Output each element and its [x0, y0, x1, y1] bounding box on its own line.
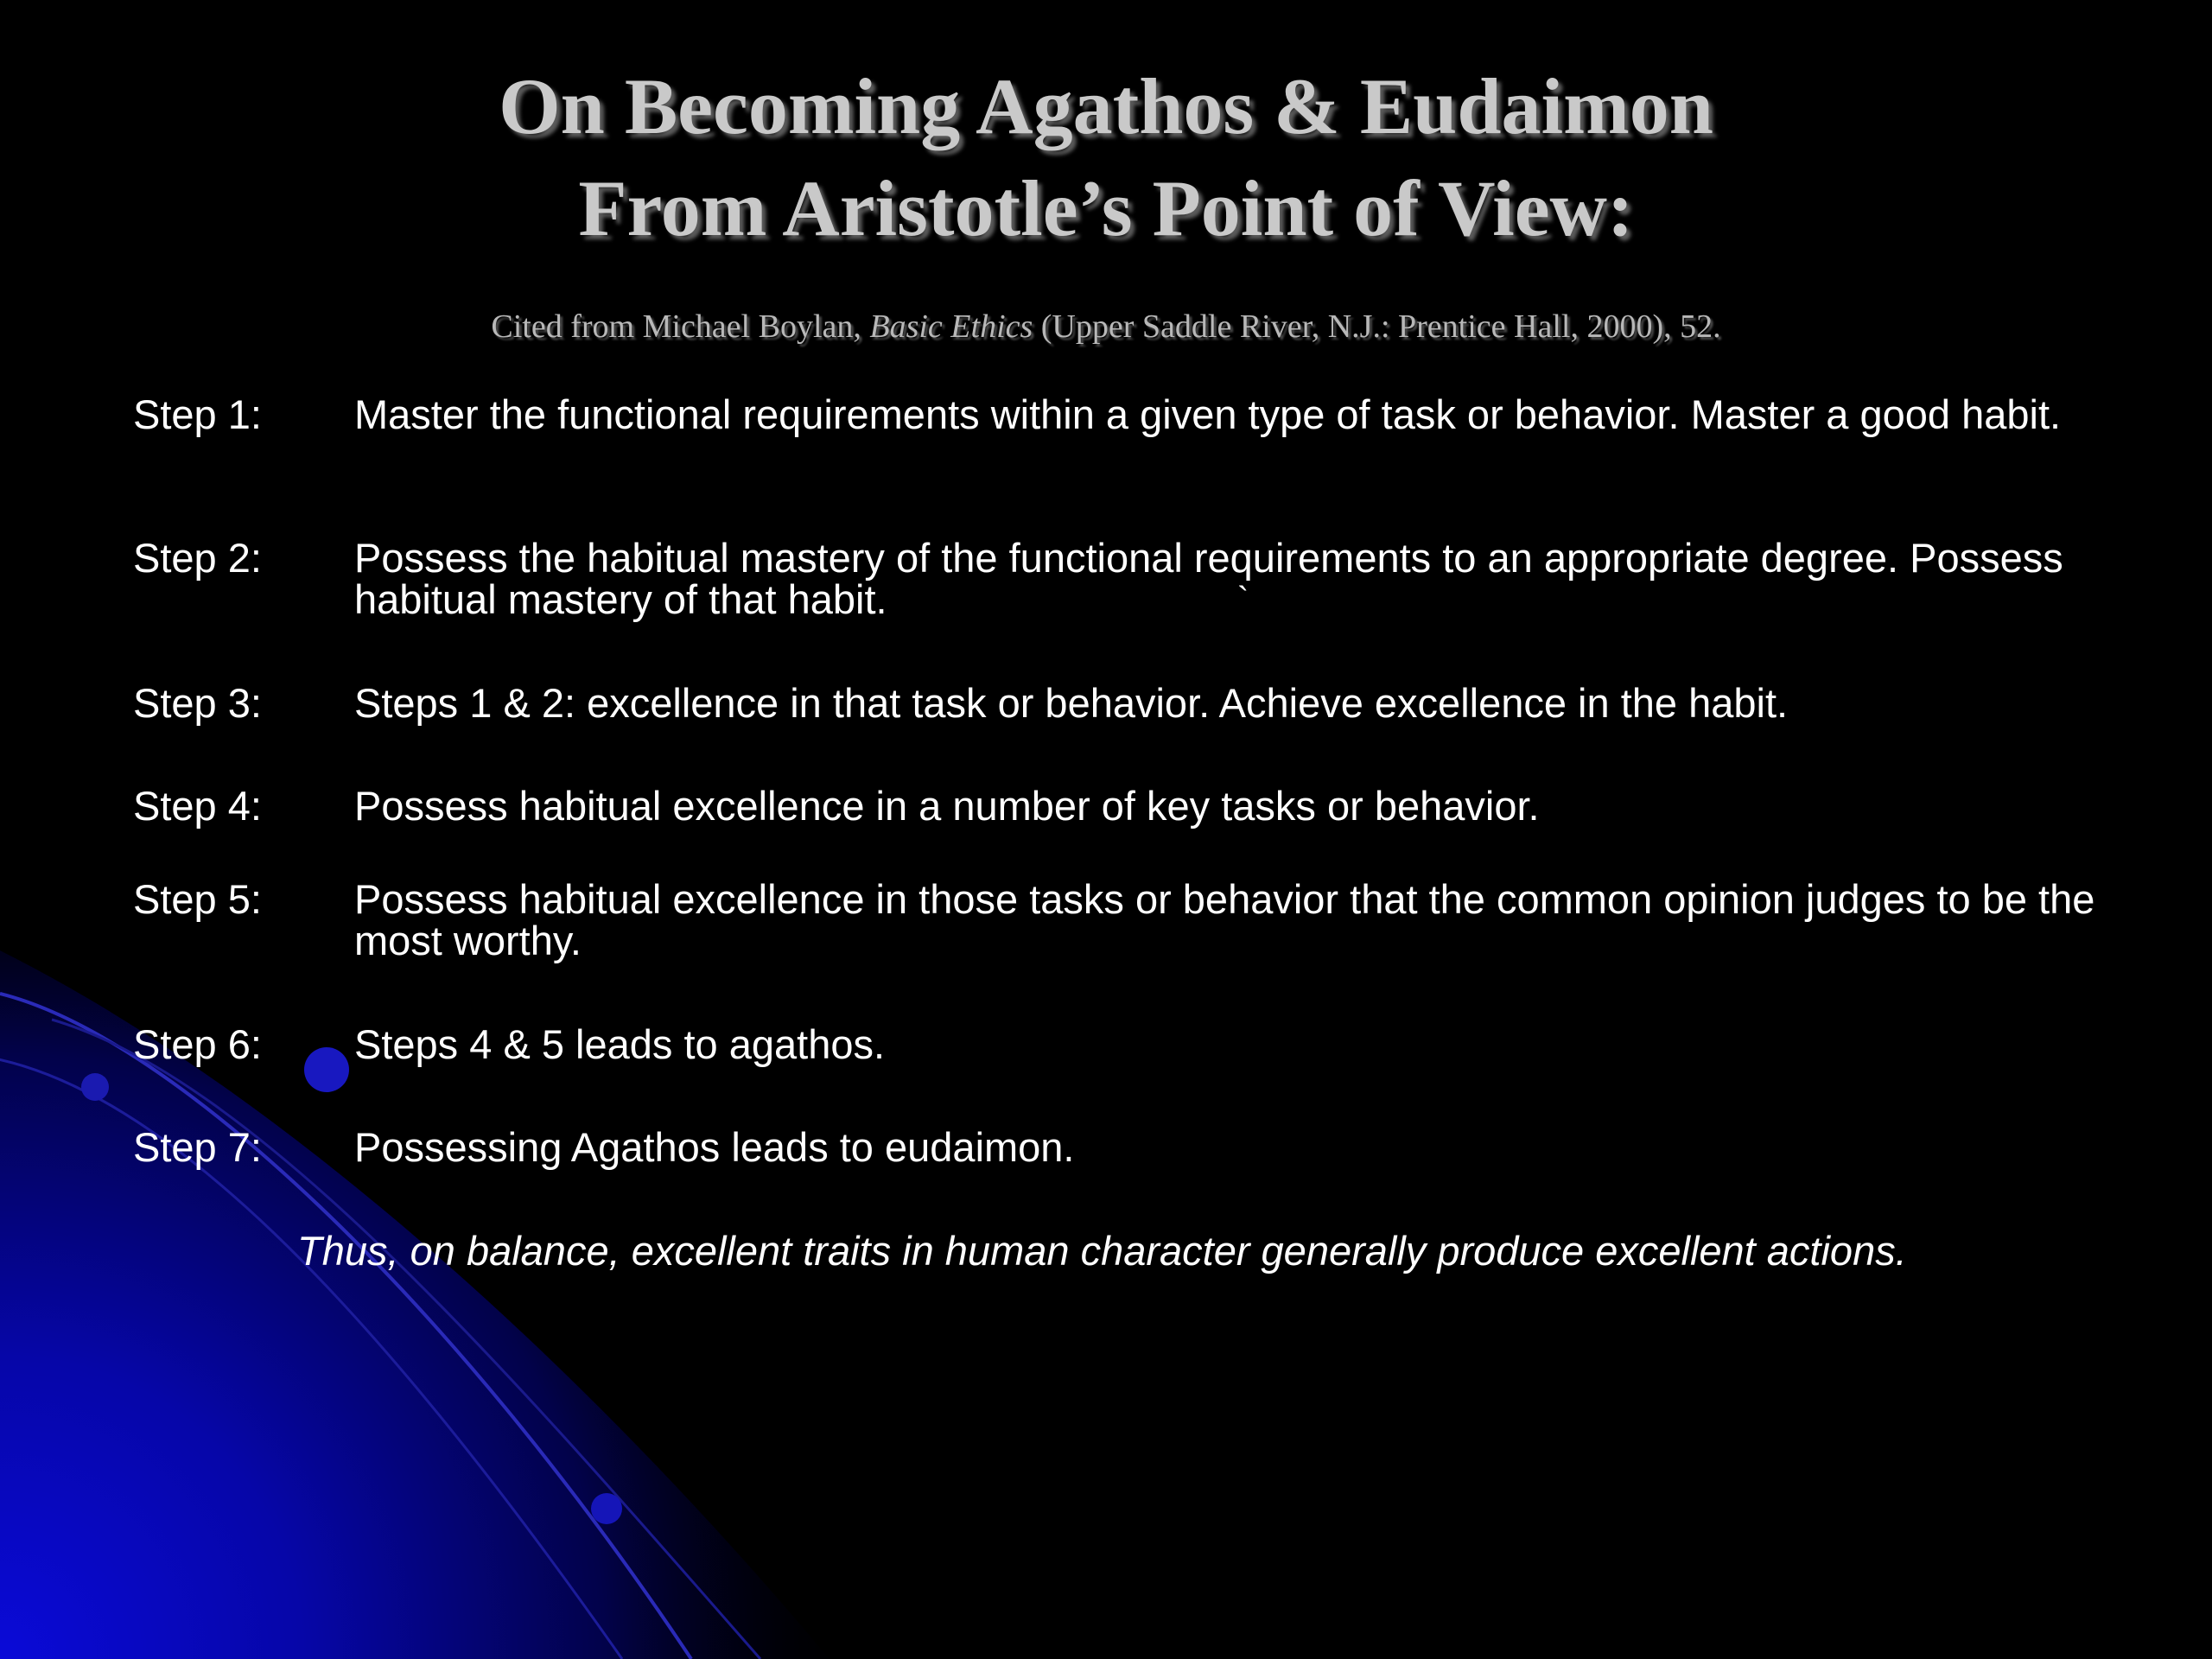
- step-label: Step 3:: [133, 680, 262, 726]
- step-text: Possess habitual excellence in those tasks or behavior that the common opinion judges to be the most worthy.: [354, 876, 2095, 963]
- title-line-1: On Becoming Agathos & Eudaimon: [499, 62, 1713, 150]
- step-label: Step 1:: [133, 391, 262, 437]
- citation-book-title: Basic Ethics: [869, 308, 1033, 345]
- step-label: Step 2:: [133, 535, 262, 581]
- glow-dot-1: [81, 1073, 109, 1101]
- step-text: Possess habitual excellence in a number of key tasks or behavior.: [354, 783, 1540, 829]
- step-text: Steps 1 & 2: excellence in that task or behavior. Achieve excellence in the habit.: [354, 680, 1789, 726]
- step-label: Step 4:: [133, 783, 262, 829]
- step-label: Step 7:: [133, 1124, 262, 1170]
- step-text: Master the functional requirements within a given type of task or behavior. Master a good habit.: [354, 391, 2062, 437]
- citation: [0, 308, 2212, 346]
- glow-dot-3: [591, 1493, 622, 1524]
- citation-suffix: (Upper Saddle River, N.J.: Prentice Hall, 2000), 52.: [1033, 308, 1721, 345]
- conclusion: Thus, on balance, excellent traits in human character generally produce excellent actions.: [297, 1228, 1907, 1274]
- title-line-2: From Aristotle’s Point of View:: [578, 164, 1634, 252]
- step-text: Steps 4 & 5 leads to agathos.: [354, 1021, 886, 1067]
- step-text: Possess the habitual mastery of the functional requirements to an appropriate degree. Possess habitual mastery of that habit.: [354, 535, 2063, 622]
- step-text: Possessing Agathos leads to eudaimon.: [354, 1124, 1075, 1170]
- step-label: Step 6:: [133, 1021, 262, 1067]
- glow-dot-2: [304, 1047, 349, 1092]
- citation-prefix: Cited from Michael Boylan,: [491, 308, 870, 345]
- stray-mark: `: [1237, 581, 1249, 619]
- step-label: Step 5:: [133, 876, 262, 922]
